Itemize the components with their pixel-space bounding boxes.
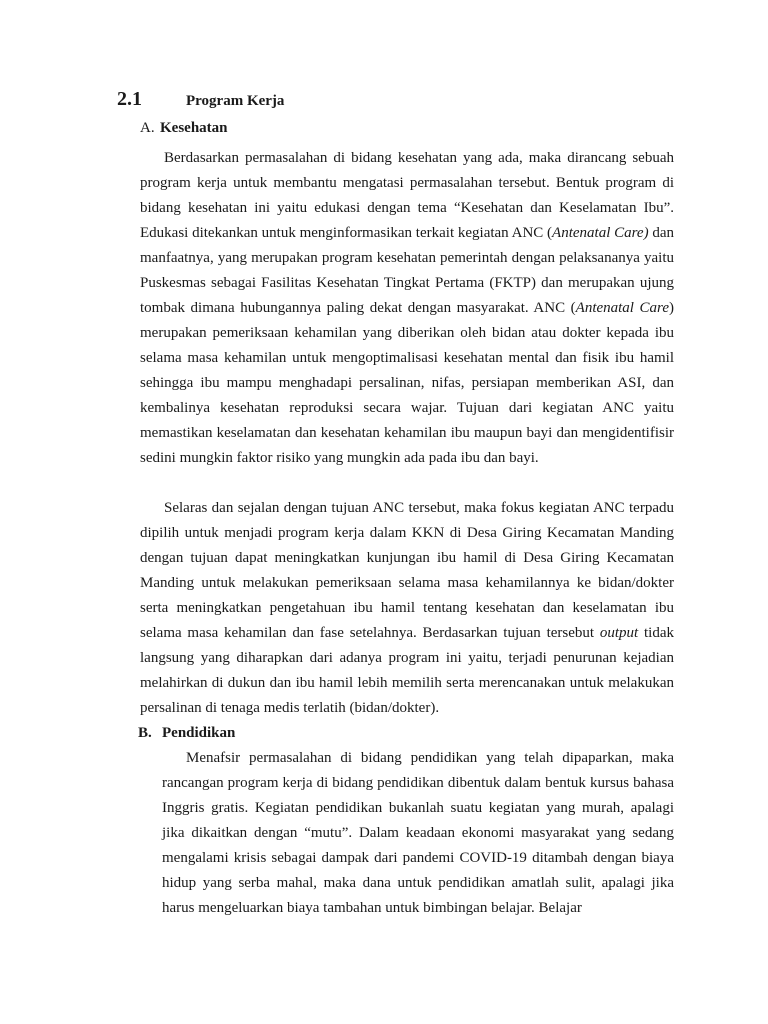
pendidikan-paragraph-1: Menafsir permasalahan di bidang pendidikan yang telah dipaparkan, maka rancangan program kerja di bidang pendidikan dibentuk dalam bentuk kursus bahasa Inggris gratis. Kegiatan pendidikan bukanlah suatu kegiatan yang murah, apalagi jika dikaitkan dengan “mutu”. Dalam keadaan ekonomi masyarakat yang sedang mengalami krisis sebagai dampak dari pandemi COVID-19 ditambah dengan biaya hidup yang serba mahal, maka dana untuk pendidikan amatlah sulit, apalagi jika harus mengeluarkan biaya tambahan untuk bimbingan belajar. Belajar xyxy=(162,750,674,916)
subsection-a-letter: A. xyxy=(140,120,155,136)
section-heading xyxy=(117,88,285,111)
subsection-b-title: Pendidikan xyxy=(162,725,236,741)
text-run: ) merupakan pemeriksaan kehamilan yang diberikan oleh bidan atau dokter kepada ibu selama masa kehamilan untuk mengoptimalisasi kesehatan mental dan fisik ibu hamil sehingga ibu mampu menghadapi persalinan, nifas, persiapan memberikan ASI, dan kembalinya kesehatan reproduksi secara wajar. Tujuan dari kegiatan ANC yaitu memastikan keselamatan dan kesehatan kehamilan ibu maupun bayi dan mengidentifisir sedini mungkin faktor risiko yang mungkin ada pada ibu dan bayi. xyxy=(140,300,674,466)
text-run: tidak langsung yang diharapkan dari adanya program ini yaitu, terjadi penurunan kejadian melahirkan di dukun dan ibu hamil lebih memilih serta merencanakan untuk melakukan persalinan di tenaga medis terlatih (bidan/dokter). xyxy=(140,625,674,716)
text-run: Selaras dan sejalan dengan tujuan ANC tersebut, maka fokus kegiatan ANC terpadu dipilih untuk menjadi program kerja dalam KKN di Desa Giring Kecamatan Manding dengan tujuan dapat meningkatkan kunjungan ibu hamil di Desa Giring Kecamatan Manding untuk melakukan pemeriksaan selama masa kehamilannya ke bidan/dokter serta meningkatkan pengetahuan ibu hamil tentang kesehatan dan keselamatan ibu selama masa kehamilan dan fase setelahnya. Berdasarkan tujuan tersebut xyxy=(140,500,674,641)
italic-term: output xyxy=(599,625,639,641)
subsection-a-title: Kesehatan xyxy=(160,120,228,136)
subsection-b-letter: B. xyxy=(138,725,152,741)
kesehatan-paragraph-2 xyxy=(140,496,674,721)
text-run: dan manfaatnya, yang merupakan program kesehatan pemerintah dengan pelaksananya yaitu Puskesmas sebagai Fasilitas Kesehatan Tingkat Pertama (FKTP) dan merupakan ujung tombak dimana hubungannya paling dekat dengan masyarakat. ANC ( xyxy=(140,225,674,316)
text-run: Berdasarkan permasalahan di bidang kesehatan yang ada, maka dirancang sebuah program kerja untuk membantu mengatasi permasalahan tersebut. Bentuk program di bidang kesehatan ini yaitu edukasi dengan tema “Kesehatan dan Keselamatan Ibu”. Edukasi ditekankan untuk menginformasikan terkait kegiatan ANC ( xyxy=(140,150,674,241)
section-number: 2.1 xyxy=(117,88,142,110)
subsection-b-heading xyxy=(138,725,235,742)
italic-term: Antenatal Care) xyxy=(552,225,649,241)
italic-term: Antenatal Care xyxy=(575,300,669,316)
kesehatan-paragraph-1 xyxy=(140,146,674,471)
subsection-a-heading xyxy=(140,120,228,137)
section-title: Program Kerja xyxy=(186,93,285,109)
